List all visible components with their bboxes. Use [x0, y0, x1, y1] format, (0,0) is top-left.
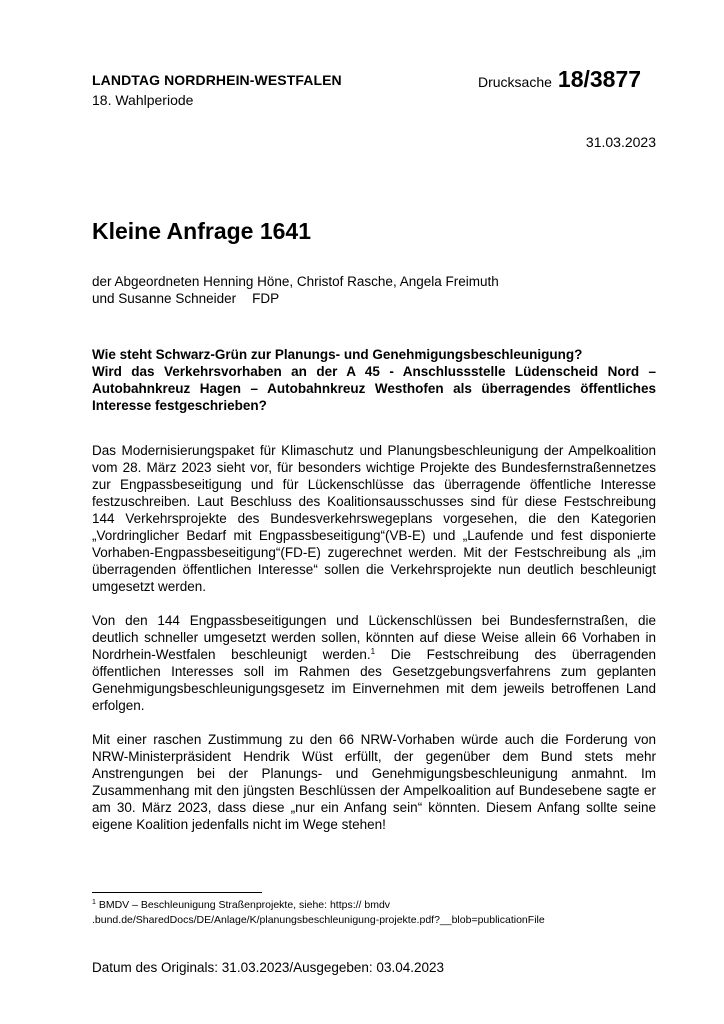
body-text [92, 442, 656, 833]
electoral-period: 18. Wahlperiode [92, 92, 194, 108]
authors [92, 273, 499, 307]
footnote-reference: 1 [370, 647, 376, 656]
footnote [92, 898, 545, 928]
footnote-line-1 [92, 898, 545, 913]
question-2: Wird das Verkehrsvorhaben an der A 45 - Anschlussstelle Lüdenscheid Nord – Autobahnkreuz Hagen – Autobahnkreuz Westhofen als überragendes öffentliches Interesse festgeschrieben? [92, 364, 656, 413]
footnote-text: BMDV – Beschleunigung Straßenprojekte, siehe: https:// bmdv [95, 899, 391, 911]
paragraph-2-part-b: Die Festschreibung des überragenden öffentlichen Interesses soll im Rahmen des Gesetzgebungsverfahrens zum geplanten Genehmigungsbeschleunigungsgesetz im Einvernehmen mit dem jeweils betroffenen Land erfolgen. [92, 647, 656, 713]
document-date: 31.03.2023 [585, 134, 656, 150]
footer-dates: Datum des Originals: 31.03.2023/Ausgegeben: 03.04.2023 [92, 960, 445, 975]
footnote-divider [92, 892, 262, 893]
footnote-number: 1 [92, 899, 96, 906]
authors-names: und Susanne Schneider [92, 291, 237, 306]
paragraph-2-part-a: Von den 144 Engpassbeseitigungen und Lückenschlüssen bei Bundesfernstraßen, die deutlich schneller umgesetzt werden sollen, könnten auf diese Weise allein 66 Vorhaben in Nordrhein-Westfalen beschleunigt werden. [92, 613, 656, 662]
document-reference [478, 66, 641, 93]
party-name: FDP [252, 291, 280, 306]
authors-line-1: der Abgeordneten Henning Höne, Christof Rasche, Angela Freimuth [92, 274, 499, 289]
paragraph-1: Das Modernisierungspaket für Klimaschutz und Planungsbeschleunigung der Ampelkoalition vom 28. März 2023 sieht vor, für besonders wichtige Projekte des Bundesfernstraßennetzes zur Engpassbeseitigung und für Lückenschlüsse das überragende öffentliche Interesse festzuschreiben. Laut Beschluss des Koalitionsausschusses sind für diese Festschreibung 144 Verkehrsprojekte des Bundesverkehrswegeplans vorgesehen, die den Kategorien „Vordringlicher Bedarf mit Engpassbeseitigung“(VB-E) und „Laufende und fest disponierte Vorhaben-Engpassbeseitigung“(FD-E) zugerechnet werden. Mit der Festschreibung als „im überragenden öffentlichen Interesse“ sollen die Verkehrsprojekte nun deutlich beschleunigt umgesetzt werden. [92, 443, 656, 594]
document-label: Drucksache [478, 74, 552, 90]
parliament-name: LANDTAG NORDRHEIN-WESTFALEN [92, 72, 342, 88]
authors-line-2 [92, 290, 499, 307]
page-title: Kleine Anfrage 1641 [92, 218, 312, 244]
document-number: 18/3877 [557, 66, 642, 92]
paragraph-2 [92, 612, 656, 714]
footnote-line-2: .bund.de/SharedDocs/DE/Anlage/K/planungsbeschleunigung-projekte.pdf?__blob=publicationFile [92, 914, 545, 926]
question-1: Wie steht Schwarz-Grün zur Planungs- und Genehmigungsbeschleunigung? [92, 347, 583, 362]
paragraph-3: Mit einer raschen Zustimmung zu den 66 NRW-Vorhaben würde auch die Forderung von NRW-Ministerpräsident Hendrik Wüst erfüllt, der gegenüber dem Bund stets mehr Anstrengungen bei der Planungs- und Genehmigungsbeschleunigung anmahnt. Im Zusammenhang mit den jüngsten Beschlüssen der Ampelkoalition auf Bundesebene sagte er am 30. März 2023, dass diese „nur ein Anfang sein“ könnten. Diesem Anfang sollte seine eigene Koalition jedenfalls nicht im Wege stehen! [92, 732, 656, 832]
questions [92, 346, 656, 414]
